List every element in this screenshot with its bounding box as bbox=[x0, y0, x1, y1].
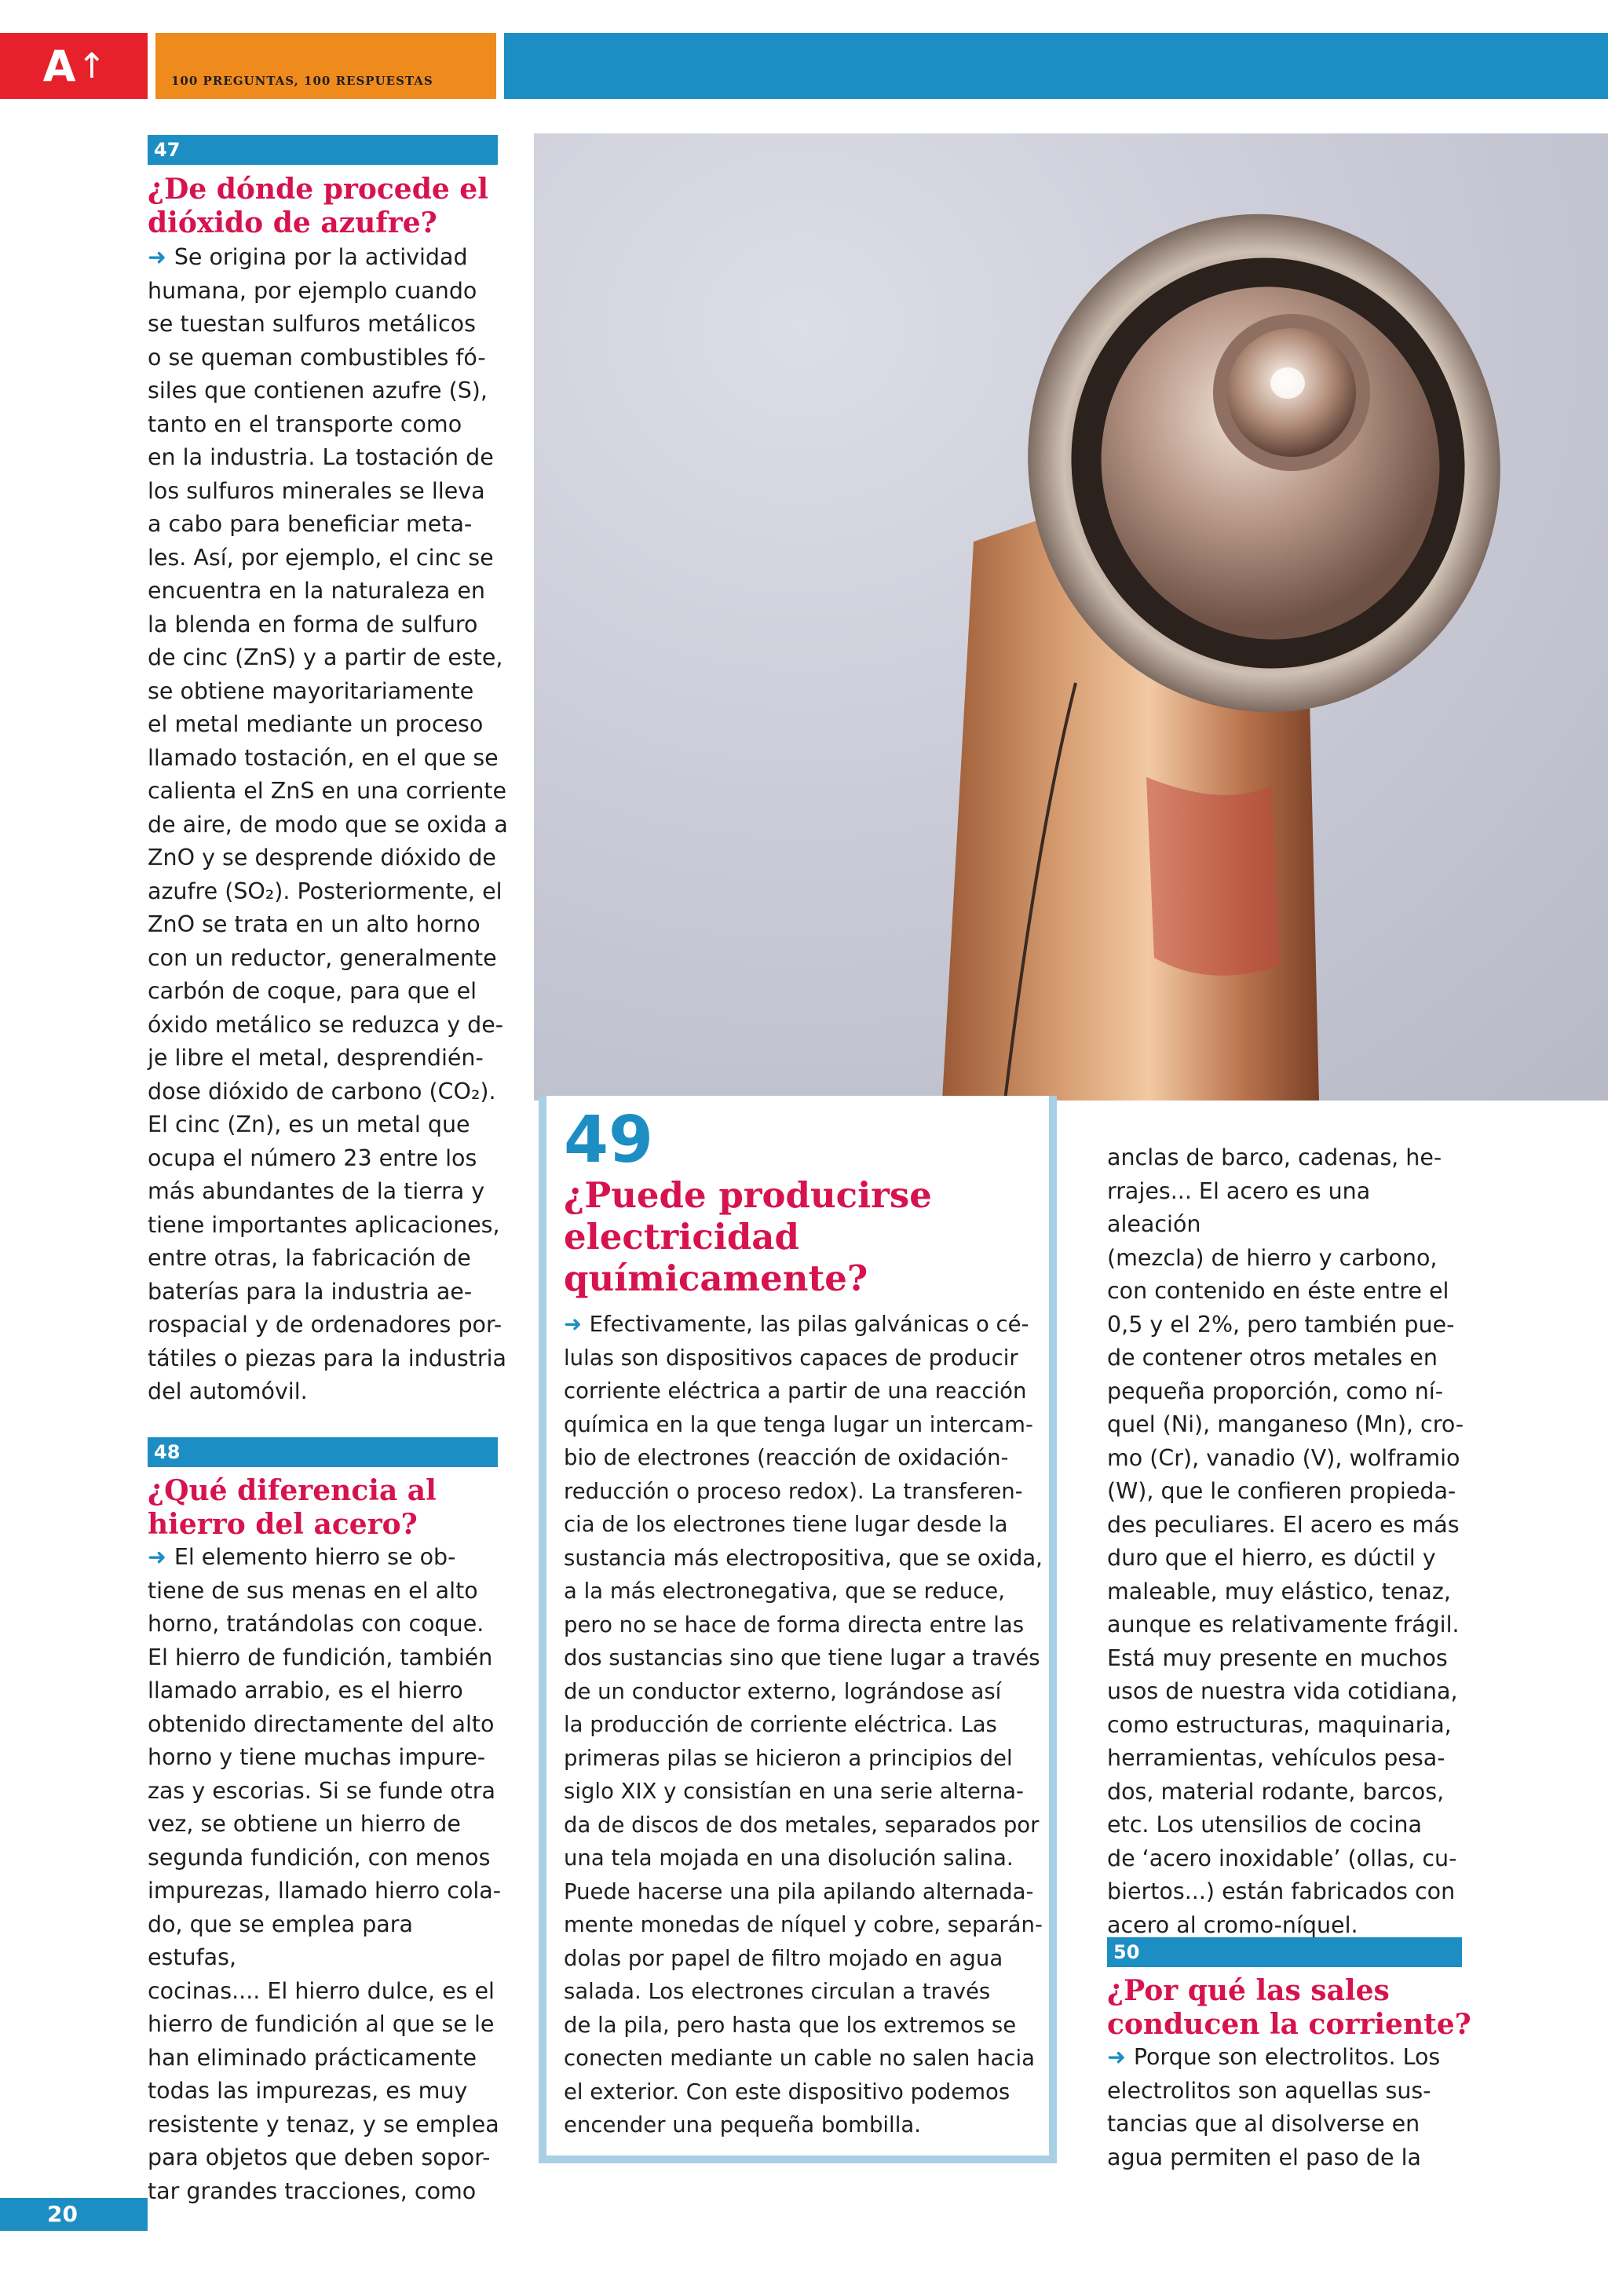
title-line: hierro del acero? bbox=[148, 1508, 418, 1541]
text-line: azufre (SO₂). Posteriormente, el bbox=[148, 878, 502, 904]
title-line: ¿Puede producirse bbox=[564, 1174, 932, 1216]
text-line: dolas por papel de filtro mojado en agua bbox=[564, 1945, 1003, 1971]
arrow-icon: ➜ bbox=[148, 244, 174, 270]
text-line: del automóvil. bbox=[148, 1378, 308, 1404]
text-line: se tuestan sulfuros metálicos bbox=[148, 311, 476, 337]
text-line: dos, material rodante, barcos, bbox=[1107, 1778, 1445, 1805]
text-line: el exterior. Con este dispositivo podemos bbox=[564, 2079, 1010, 2104]
text-line: maleable, muy elástico, tenaz, bbox=[1107, 1578, 1451, 1604]
text-line: tátiles o piezas para la industria bbox=[148, 1345, 506, 1371]
text-line: je libre el metal, desprendién- bbox=[148, 1045, 484, 1071]
text-line: tiene de sus menas en el alto bbox=[148, 1577, 478, 1604]
text-line: etc. Los utensilios de cocina bbox=[1107, 1812, 1422, 1838]
text-line: agua permiten el paso de la bbox=[1107, 2144, 1421, 2170]
text-line: 0,5 y el 2%, pero también pue- bbox=[1107, 1311, 1455, 1338]
text-line: ZnO se trata en un alto horno bbox=[148, 911, 481, 937]
header-blue-bar bbox=[504, 33, 1608, 99]
text-line: óxido metálico se reduzca y de- bbox=[148, 1011, 504, 1038]
text-line: conecten mediante un cable no salen hacia bbox=[564, 2046, 1035, 2071]
text-line: tar grandes tracciones, como bbox=[148, 2177, 477, 2204]
text-line: reducción o proceso redox). La transferen- bbox=[564, 1478, 1023, 1504]
text-line: resistente y tenaz, y se emplea bbox=[148, 2111, 499, 2137]
text-line: obtenido directamente del alto bbox=[148, 1710, 495, 1737]
text-line: la producción de corriente eléctrica. Las bbox=[564, 1712, 997, 1737]
text-line: llamado tostación, en el que se bbox=[148, 744, 499, 771]
page-number: 20 bbox=[0, 2198, 148, 2231]
text-line: acero al cromo-níquel. bbox=[1107, 1911, 1358, 1938]
title-line: electricidad bbox=[564, 1216, 799, 1258]
text-line: como estructuras, maquinaria, bbox=[1107, 1711, 1452, 1738]
text-line: una tela mojada en una disolución salina. bbox=[564, 1845, 1014, 1871]
text-line: cia de los electrones tiene lugar desde la bbox=[564, 1512, 1008, 1537]
text-line: do, que se emplea para estufas, bbox=[148, 1911, 413, 1970]
text-line: (mezcla) de hierro y carbono, bbox=[1107, 1244, 1438, 1271]
text-line: ➜ El elemento hierro se ob- bbox=[148, 1544, 456, 1570]
text-line: la blenda en forma de sulfuro bbox=[148, 611, 478, 637]
answer-text-49 bbox=[564, 1308, 1051, 2142]
text-line: corriente eléctrica a partir de una reacción bbox=[564, 1378, 1027, 1404]
text-line: tancias que al disolverse en bbox=[1107, 2111, 1420, 2137]
text-line: más abundantes de la tierra y bbox=[148, 1178, 485, 1204]
text-line: siglo XIX y consistían en una serie alterna- bbox=[564, 1779, 1024, 1804]
text-line: de cinc (ZnS) y a partir de este, bbox=[148, 644, 503, 670]
question-title-49 bbox=[564, 1174, 932, 1299]
up-arrow-icon: ↑ bbox=[77, 46, 105, 86]
text-line: ➜ Efectivamente, las pilas galvánicas o cé- bbox=[564, 1312, 1029, 1337]
title-line: dióxido de azufre? bbox=[148, 206, 437, 239]
answer-text-50 bbox=[1107, 2041, 1468, 2174]
text-line: carbón de coque, para que el bbox=[148, 978, 477, 1004]
title-line: ¿Qué diferencia al bbox=[148, 1474, 437, 1507]
text-line: de ‘acero inoxidable’ (ollas, cu- bbox=[1107, 1845, 1457, 1871]
text-line: cocinas.... El hierro dulce, es el bbox=[148, 1977, 495, 2004]
text-line: con un reductor, generalmente bbox=[148, 944, 497, 971]
text-line: duro que el hierro, es dúctil y bbox=[1107, 1545, 1436, 1571]
text-line: con contenido en éste entre el bbox=[1107, 1278, 1449, 1304]
answer-text-48 bbox=[148, 1541, 509, 2208]
question-number-49: 49 bbox=[564, 1103, 654, 1177]
publisher-logo: A ↑ bbox=[42, 41, 105, 91]
text-line: pero no se hace de forma directa entre las bbox=[564, 1612, 1025, 1637]
text-line: el metal mediante un proceso bbox=[148, 711, 484, 737]
text-line: ➜ Porque son electrolitos. Los bbox=[1107, 2044, 1441, 2070]
question-number-47: 47 bbox=[148, 135, 498, 165]
text-line: encender una pequeña bombilla. bbox=[564, 2112, 921, 2137]
text-line: de la pila, pero hasta que los extremos se bbox=[564, 2012, 1017, 2038]
text-line: llamado arrabio, es el hierro bbox=[148, 1677, 463, 1703]
title-line: ¿Por qué las sales bbox=[1107, 1974, 1390, 2007]
text-line: lulas son dispositivos capaces de producir bbox=[564, 1345, 1018, 1371]
text-line: pequeña proporción, como ní- bbox=[1107, 1378, 1443, 1404]
text-line: impurezas, llamado hierro cola- bbox=[148, 1878, 502, 1904]
text-line: aunque es relativamente frágil. bbox=[1107, 1612, 1460, 1637]
text-line: rrajes... El acero es una aleación bbox=[1107, 1177, 1371, 1237]
question-number-50: 50 bbox=[1107, 1937, 1462, 1967]
arrow-icon: ➜ bbox=[1107, 2044, 1134, 2070]
title-line: conducen la corriente? bbox=[1107, 2008, 1471, 2041]
text-line: des peculiares. El acero es más bbox=[1107, 1511, 1460, 1538]
text-line: humana, por ejemplo cuando bbox=[148, 277, 477, 304]
text-line: segunda fundición, con menos bbox=[148, 1844, 491, 1871]
text-line: rospacial y de ordenadores por- bbox=[148, 1312, 502, 1338]
text-line: han eliminado prácticamente bbox=[148, 2044, 477, 2071]
text-line: El cinc (Zn), es un metal que bbox=[148, 1111, 470, 1137]
text-line: salada. Los electrones circulan a través bbox=[564, 1979, 991, 2004]
text-line: a la más electronegativa, que se reduce, bbox=[564, 1579, 1005, 1604]
text-line: horno y tiene muchas impure- bbox=[148, 1744, 486, 1770]
text-line: (W), que le confieren propieda- bbox=[1107, 1478, 1456, 1504]
text-line: herramientas, vehículos pesa- bbox=[1107, 1745, 1445, 1771]
text-line: El hierro de fundición, también bbox=[148, 1644, 493, 1670]
text-line: a cabo para beneficiar meta- bbox=[148, 511, 473, 537]
text-line: mente monedas de níquel y cobre, separán- bbox=[564, 1912, 1043, 1937]
text-line: electrolitos son aquellas sus- bbox=[1107, 2077, 1431, 2104]
text-line: baterías para la industria ae- bbox=[148, 1278, 473, 1305]
text-line: tiene importantes aplicaciones, bbox=[148, 1211, 500, 1238]
text-line: anclas de barco, cadenas, he- bbox=[1107, 1144, 1442, 1170]
battery-photo bbox=[534, 133, 1608, 1101]
text-line: en la industria. La tostación de bbox=[148, 444, 494, 470]
text-line: tanto en el transporte como bbox=[148, 411, 462, 437]
text-line: entre otras, la fabricación de bbox=[148, 1245, 471, 1271]
text-line: sustancia más electropositiva, que se oxida, bbox=[564, 1545, 1043, 1571]
text-line: bio de electrones (reacción de oxidación- bbox=[564, 1445, 1009, 1470]
text-line: da de discos de dos metales, separados por bbox=[564, 1812, 1040, 1838]
text-line: primeras pilas se hicieron a principios del bbox=[564, 1745, 1013, 1771]
text-line: los sulfuros minerales se lleva bbox=[148, 477, 485, 504]
text-line: para objetos que deben sopor- bbox=[148, 2145, 491, 2170]
answer-text-48-continued bbox=[1107, 1141, 1468, 1942]
arrow-icon: ➜ bbox=[148, 1544, 174, 1570]
text-line: de contener otros metales en bbox=[1107, 1345, 1438, 1371]
answer-text-47 bbox=[148, 241, 509, 1409]
text-line: dos sustancias sino que tiene lugar a través bbox=[564, 1645, 1040, 1670]
text-line: quel (Ni), manganeso (Mn), cro- bbox=[1107, 1411, 1464, 1437]
text-line: Puede hacerse una pila apilando alternada- bbox=[564, 1878, 1034, 1904]
title-line: ¿De dónde procede el bbox=[148, 173, 488, 206]
text-line: de aire, de modo que se oxida a bbox=[148, 811, 508, 838]
series-title: 100 PREGUNTAS, 100 RESPUESTAS bbox=[171, 74, 433, 88]
question-title-50 bbox=[1107, 1974, 1471, 2042]
arrow-icon: ➜ bbox=[564, 1312, 590, 1337]
text-line: zas y escorias. Si se funde otra bbox=[148, 1777, 495, 1804]
header-orange-block bbox=[155, 33, 496, 99]
text-line: encuentra en la naturaleza en bbox=[148, 578, 485, 604]
text-line: horno, tratándolas con coque. bbox=[148, 1611, 484, 1637]
text-line: hierro de fundición al que se le bbox=[148, 2011, 495, 2037]
text-line: dose dióxido de carbono (CO₂). bbox=[148, 1078, 496, 1104]
text-line: calienta el ZnS en una corriente bbox=[148, 778, 507, 804]
text-line: vez, se obtiene un hierro de bbox=[148, 1811, 461, 1837]
question-title-47 bbox=[148, 173, 488, 240]
text-line: les. Así, por ejemplo, el cinc se bbox=[148, 544, 494, 571]
text-line: mo (Cr), vanadio (V), wolframio bbox=[1107, 1444, 1460, 1471]
question-title-48 bbox=[148, 1474, 437, 1542]
text-line: biertos...) están fabricados con bbox=[1107, 1878, 1456, 1904]
text-line: se obtiene mayoritariamente bbox=[148, 677, 474, 704]
text-line: Está muy presente en muchos bbox=[1107, 1644, 1448, 1671]
title-line: químicamente? bbox=[564, 1258, 868, 1299]
text-line: ZnO y se desprende dióxido de bbox=[148, 845, 496, 871]
text-line: siles que contienen azufre (S), bbox=[148, 378, 488, 403]
text-line: ➜ Se origina por la actividad bbox=[148, 244, 468, 270]
text-line: o se queman combustibles fó- bbox=[148, 344, 486, 370]
text-line: química en la que tenga lugar un intercam- bbox=[564, 1411, 1033, 1437]
text-line: usos de nuestra vida cotidiana, bbox=[1107, 1678, 1458, 1704]
text-line: de un conductor externo, lográndose así bbox=[564, 1678, 1002, 1704]
text-line: ocupa el número 23 entre los bbox=[148, 1144, 477, 1171]
text-line: todas las impurezas, es muy bbox=[148, 2078, 468, 2104]
question-number-48: 48 bbox=[148, 1437, 498, 1467]
